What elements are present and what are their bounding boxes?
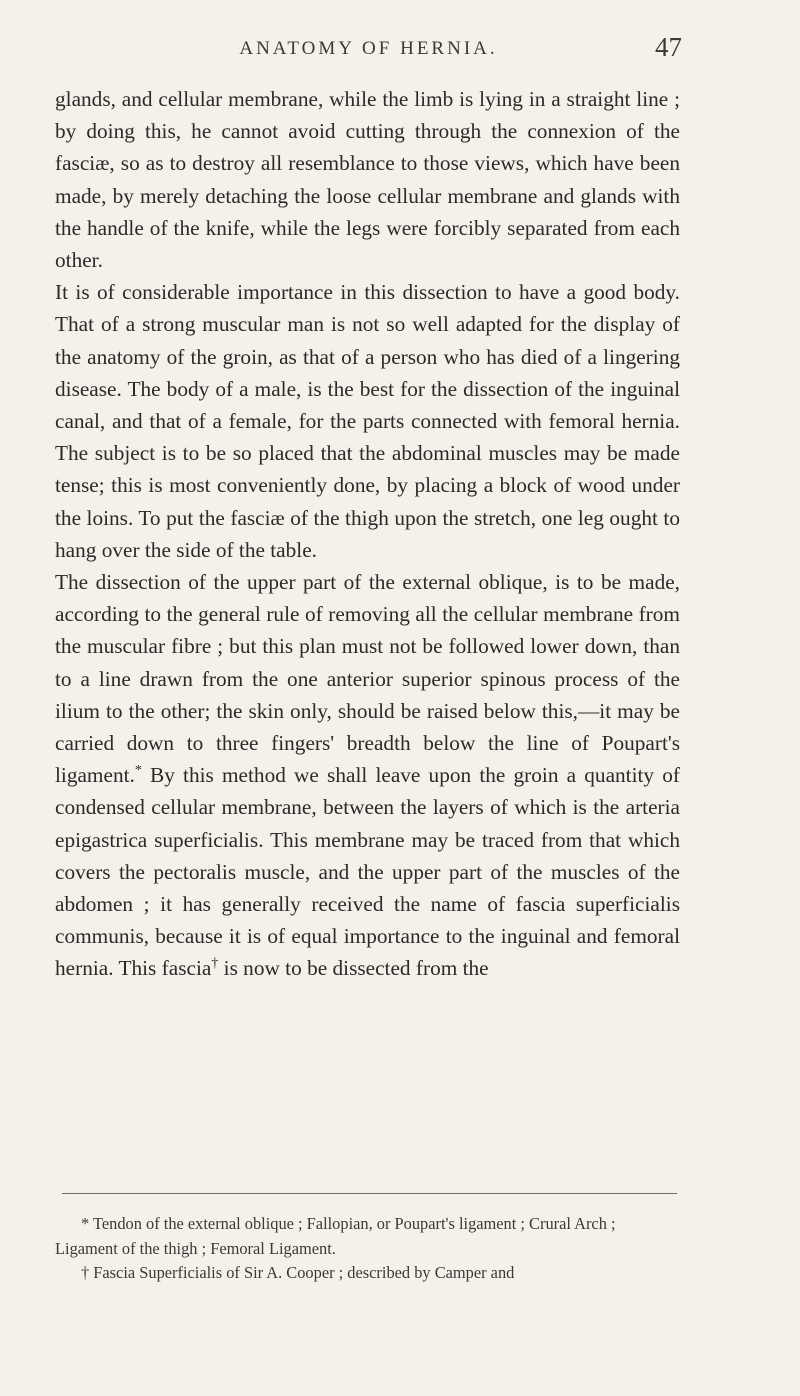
- paragraph-text: By this method we shall leave upon the groin a quantity of condensed cellular membrane, between the layers of which is the arteria epigastrica superficialis. This membrane may be traced from that which covers the pectoralis muscle, and the upper part of the muscles of the abdomen ; it has generally received the name of fascia superficialis communis, because it is of equal importance to the inguinal and femoral hernia. This fascia: [55, 763, 680, 981]
- running-head: [55, 30, 682, 70]
- paragraph-text: The dissection of the upper part of the external oblique, is to be made, according to the general rule of removing all the cellular membrane from the muscular fibre ; but this plan must not be followed lower down, than to a line drawn from the one anterior superior spinous process of the ilium to the other; the skin only, should be raised below this,—it may be carried down to three fingers' breadth below the line of Poupart's ligament.: [55, 570, 680, 788]
- running-title: ANATOMY OF HERNIA.: [239, 38, 498, 59]
- paragraph-text: is now to be dissected from the: [218, 956, 489, 981]
- paragraph: It is of considerable importance in this dissection to have a good body. That of a strong muscular man is not so well adapted for the display of the anatomy of the groin, as that of a person who has died of a lingering disease. The body of a male, is the best for the dissection of the inguinal canal, and that of a female, for the parts connected with femoral hernia. The subject is to be so placed that the abdominal muscles may be made tense; this is most conveniently done, by placing a block of wood under the loins. To put the fasciæ of the thigh upon the stretch, one leg ought to hang over the side of the table.: [55, 280, 680, 562]
- footnote: † Fascia Superficialis of Sir A. Cooper ; described by Camper and: [81, 1263, 515, 1282]
- footnote-marker: *: [134, 763, 142, 779]
- paragraph: [55, 566, 680, 985]
- paragraph: glands, and cellular membrane, while the limb is lying in a straight line ; by doing this, he cannot avoid cutting through the connexion of the fasciæ, so as to destroy all resemblance to those views, which have been made, by merely detaching the loose cellular membrane and glands with the handle of the knife, while the legs were forcibly separated from each other.: [55, 87, 680, 273]
- body-text: [55, 83, 680, 985]
- footnotes: [55, 1212, 680, 1286]
- page-number: 47: [655, 32, 682, 62]
- footnote: * Tendon of the external oblique ; Fallopian, or Poupart's ligament ; Crural Arch ; Ligament of the thigh ; Femoral Ligament.: [55, 1214, 616, 1258]
- footnote-marker: †: [211, 956, 219, 972]
- footnote-rule: [62, 1193, 677, 1194]
